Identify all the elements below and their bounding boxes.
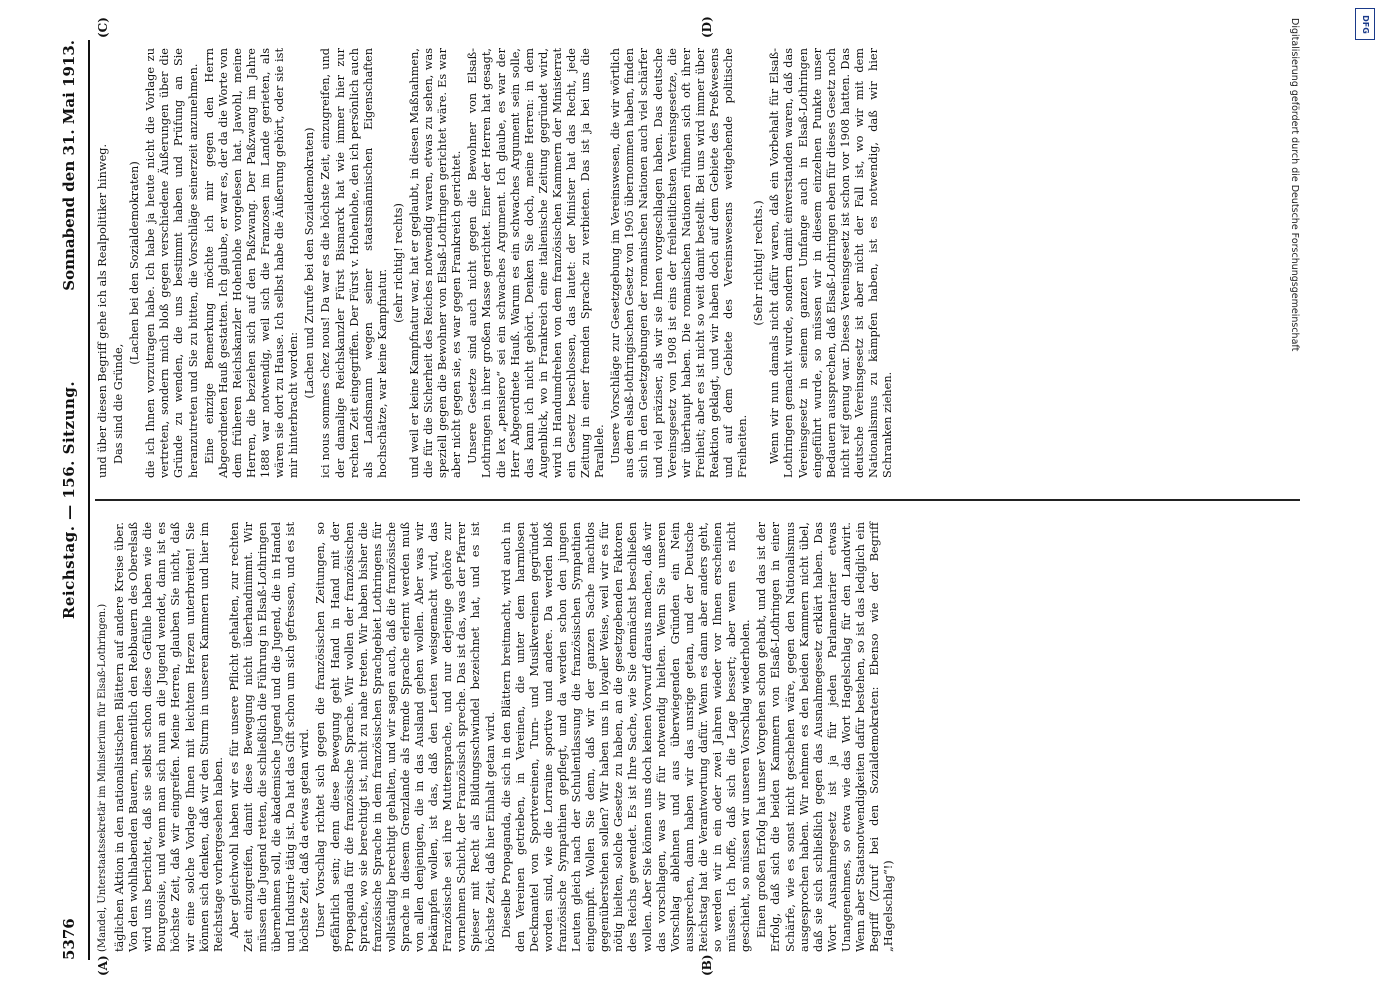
paragraph: Das sind die Gründe, [112, 343, 126, 464]
digitization-credit: Digitalisierung gefördert durch die Deutsche Forschungsgemeinschaft [1289, 18, 1300, 352]
page-date: Sonnabend den 31. Mai 1913. [60, 40, 78, 291]
paragraph: Unsere Vorschläge zur Gesetzgebung im Vereinswesen, die wir wörtlich aus dem elsaß-lothringischen Gesetz von 1905 übernommen haben, finden sich in den Gesetzgebungen der romanischen Nationen auch viel schärfer und viel präziser, als wir sie Ihnen vorgeschlagen haben. Das deutsche Vereinsgesetz von 1908 ist eins der freiheitlichsten Vereinsgesetze, die wir überhaupt haben. Die romanischen Nationen rühmen sich oft ihrer Freiheit; aber es ist nicht so weit damit bestellt. Bei uns wird immer über Reaktion geklagt, und wir haben doch auf dem Gebiete des Preßwesens und auf dem Gebiete des Vereinswesens weitgehende politische Freiheiten. [609, 48, 750, 478]
page-number: 5376 [60, 918, 78, 960]
header-rule [88, 40, 90, 960]
paragraph: Einen großen Erfolg hat unser Vorgehen schon gehabt, und das ist der Erfolg, daß sich die beiden Kammern von Elsaß-Lothringen in einer Schärfe, wie es sonst nicht geschehen wäre, gegen den Nationalismus ausgesprochen haben. Wir nehmen es den beiden Kammern nicht übel, daß sie sich schließlich gegen das Ausnahmegesetz erklärt haben. Das Wort Ausnahmegesetz ist ja für jeden Parlamentarier etwas Unangenehmes, so etwa wie das Wort Hagelschlag für den Landwirt. Wenn aber Staatsnotwendigkeiten dafür bestehen, so ist das lediglich ein Begriff (Zuruf bei den Sozialdemokraten: Ebenso wie der Begriff „Hagelschlag“!) [755, 522, 896, 952]
margin-mark-d: (D) [700, 16, 714, 38]
dfg-logo [1355, 8, 1375, 40]
left-column [96, 522, 898, 952]
paragraph: Dieselbe Propaganda, die sich in den Blättern breitmacht, wird auch in den Vereinen getrieben, in Vereinen, die unter dem harmlosen Deckmantel von Sportvereinen, Turn- und Musikvereinen gegründet worden sind, wie die Lorraine sportive und andere. Da werden bloß französische Sympathien gepflegt, und da werden schon den jungen Leuten gleich nach der Schulentlassung die französischen Sympathien eingeimpft. Wollen Sie denn, daß wir der ganzen Sache machtlos gegenüberstehen sollen? Wir haben uns in loyaler Weise, weil wir es für nötig hielten, solche Gesetze zu haben, an die gesetzgebenden Faktoren des Reichs gewendet. Es ist Ihre Sache, wie Sie demnächst beschließen wollen. Aber Sie können uns doch keinen Vorwurf daraus machen, daß wir das vorschlagen, was wir für notwendig hielten. Wenn Sie unseren Vorschlag ablehnen und aus überwiegenden Gründen ein Nein aussprechen, dann haben wir das unsrige getan, und der Deutsche Reichstag hat die Verantwortung dafür. Wenn es dann aber anders geht, so werden wir in ein oder zwei Jahren wieder vor Ihnen erscheinen müssen. Ich hoffe, daß sich die Lage bessert; aber wenn es nicht geschieht, so müssen wir unseren Vorschlag wiederholen. [499, 522, 753, 952]
margin-mark-c: (C) [96, 17, 110, 38]
interjection: (sehr richtig! rechts) [391, 203, 405, 323]
paragraph: Eine einzige Bemerkung möchte ich mir gegen den Herrn Abgeordneten Hauß gestatten. Ich glaube, er war es, der da die Worte von dem früheren Reichskanzler Hohenlohe vorgelesen hat. Jawohl, meine Herren, die beziehen sich auf den Paßzwang. Der Paßzwang im Jahre 1888 war notwendig, weil sich die Franzosen im Lande gerieten, als wären sie dort zu Hause. Ich selbst habe die Äußerung gehört, oder sie ist mir hinterbracht worden: [202, 48, 301, 478]
interjection: (Lachen bei den Sozialdemokraten) [128, 161, 142, 365]
interjection: (Sehr richtig! rechts.) [752, 200, 766, 326]
paragraph: und weil er keine Kampfnatur war, hat er geglaubt, in diesen Maßnahmen, die für die Sicherheit des Reiches notwendig waren, etwas zu sehen, was speziell gegen die Bewohner von Elsaß-Lothringen gerichtet wäre. Es war aber nicht gegen sie, es war gegen Frankreich gerichtet. [407, 48, 464, 478]
paragraph: und über diesen Begriff gehe ich als Realpolitiker hinweg. [96, 143, 109, 478]
paragraph: die ich Ihnen vorzutragen habe. Ich habe ja heute nicht die Vorlage zu vertreten, sondern mich bloß gegen verschiedene Äußerungen über die Gründe zu wenden, die uns bestimmt haben und Prüfung an Sie heranzutreten und Sie zu bitten, die Vorschläge seinerzeit anzunehmen. [144, 48, 200, 478]
paragraph: Wenn wir nun damals nicht dafür waren, daß ein Vorbehalt für Elsaß-Lothringen gemacht wurde, sondern damit einverstanden waren, daß das Vereinsgesetz in seinem ganzen Umfange auch in Elsaß-Lothringen eingeführt wurde, so müssen wir in diesem einzelnen Punkte unser Bedauern aussprechen, daß Elsaß-Lothringen eben für dieses Gesetz noch nicht reif genug war. Dieses Vereinsgesetz ist schon vor 1908 hatten. Das deutsche Vereinsgesetz ist aber nicht der Fall ist, wo wir mit dem Nationalismus zu kämpfen haben, ist es notwendig, daß wir hier Schranken ziehen. [768, 48, 895, 478]
margin-mark-a: (A) [96, 955, 110, 976]
paragraph: Unsere Gesetze sind auch nicht gegen die Bewohner von Elsaß-Lothringen in ihrer großen Masse gerichtet. Einer der Herren hat gesagt, die lex „pensiero“ sei ein schwaches Argument. Ich glaube, es war der Herr Abgeordnete Hauß. Warum es ein schwaches Argument sein solle, das kann ich nicht gehört. Denken Sie doch, meine Herren: in dem Augenblick, wo in Frankreich eine italienische Zeitung gegründet wird, wird in Handumdrehen von dem französischen Kammern der Ministerrat ein Gesetz beschlossen, das lautet: der Minister hat das Recht, jede Zeitung in einer fremden Sprache zu verbieten. Das ist ja bei uns die Parallele. [466, 48, 607, 478]
paragraph: Aber gleichwohl haben wir es für unsere Pflicht gehalten, zur rechten Zeit einzugreifen, damit diese Bewegung nicht überhandnimmt. Wir müssen die Jugend retten, die schließlich die Führung in Elsaß-Lothringen übernehmen soll, die akademische Jugend und die Jugend, die in Handel und Industrie tätig ist. Da hat das Gift schon um sich gefressen, und es ist höchste Zeit, daß da etwas getan wird. [227, 522, 312, 952]
page-header [60, 40, 84, 960]
margin-mark-b: (B) [700, 954, 714, 976]
interjection: (Lachen und Zurufe bei den Sozialdemokraten) [303, 127, 317, 399]
paragraph: Unser Vorschlag richtet sich gegen die französischen Zeitungen, so gefährlich sein; denn diese Bewegung geht Hand in Hand mit der Propaganda für die französische Sprache. Wir wollen der französischen Sprache, wo sie berechtigt ist, nicht zu nahe treten. Wir haben bisher die französische Sprache in dem französischen Sprachgebiet Lothringens für vollständig berechtigt gehalten, und wir sagen auch, daß die französische Sprache in diesem Grenzlande als fremde Sprache erlernt werden muß von allen denjenigen, die in das Ausland gehen wollen. Aber was wir bekämpfen wollen, ist das, daß den Leuten weisgemacht wird, das Französische sei ihre Muttersprache, und nur derjenige gehöre zur vornehmen Schicht, der Französisch spreche. Das ist das, was der Pfarrer Spieser mit Recht als Bildungsschwindel bezeichnet hat, und es ist höchste Zeit, daß hier Einhalt getan wird. [314, 522, 497, 952]
page-title: Reichstag. — 156. Sitzung. [60, 380, 78, 620]
paragraph: täglichen Aktion in den nationalistischen Blättern auf andere Kreise über. Von den wohlhabenden Bauern, namentlich den Rebbauern des Oberelsaß wird uns berichtet, daß sie selbst schon diese Gefühle haben wie die Bourgeoisie, und wenn man sich nun an die Jugend wendet, dann ist es höchste Zeit, daß wir eingreifen. Meine Herren, glauben Sie nicht, daß wir eine solche Vorlage Ihnen mit leichtem Herzen unterbreiten! Sie können sich denken, daß wir den Sturm in unseren Kammern und hier im Reichstage vorhergesehen haben. [113, 522, 225, 952]
dfg-logo-text: DFG [1360, 14, 1370, 34]
speaker-note: (Mandel, Unterstaatssekretär im Ministerium für Elsaß-Lothringen.) [97, 603, 108, 952]
column-divider [95, 499, 1300, 501]
right-column [96, 48, 897, 478]
paragraph: ici nous sommes chez nous! Da war es die höchste Zeit, einzugreifen, und der damalige Reichskanzler Fürst Bismarck hat wie immer hier zur rechten Zeit eingegriffen. Der Fürst v. Hohenlohe, den ich persönlich auch als Landsmann wegen seiner staatsmännischen Eigenschaften hochschätze, war keine Kampfnatur. [319, 48, 389, 478]
